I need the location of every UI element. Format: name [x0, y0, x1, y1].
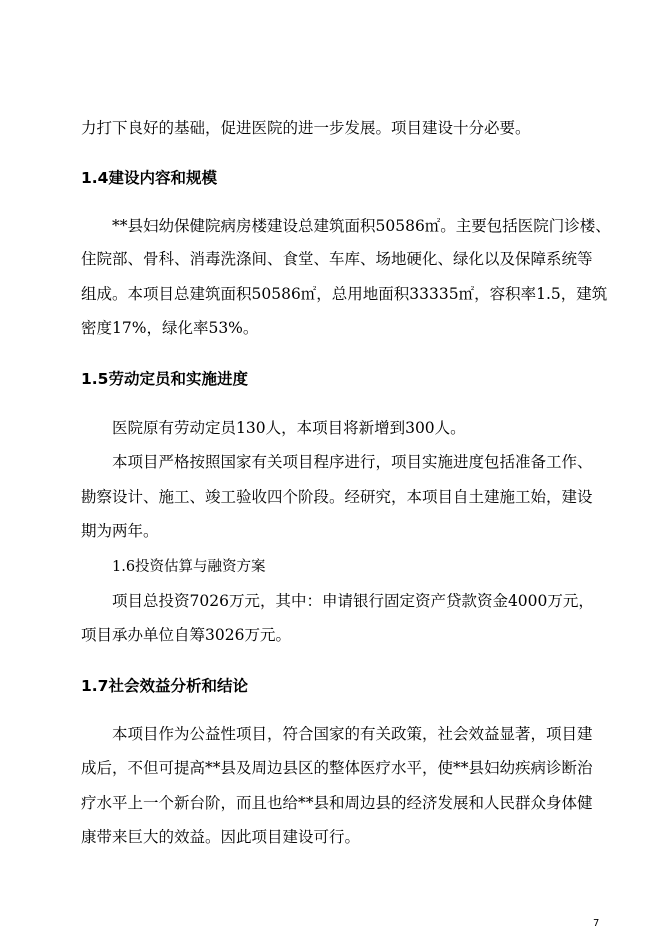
body-text-line: 项目总投资7026万元，其中：申请银行固定资产贷款资金4000万元， [112, 592, 594, 610]
body-text-line: 期为两年。 [81, 522, 159, 540]
section-heading-1-4: 1.4建设内容和规模 [81, 169, 217, 187]
body-text-line: **县妇幼保健院病房楼建设总建筑面积50586㎡。主要包括医院门诊楼、 [112, 217, 611, 235]
body-text-line: 项目承办单位自筹3026万元。 [81, 626, 291, 644]
page-number: 7 [593, 918, 600, 929]
section-heading-1-6: 1.6投资估算与融资方案 [112, 559, 266, 575]
section-heading-1-7: 1.7社会效益分析和结论 [81, 677, 248, 695]
body-text-line: 本项目严格按照国家有关项目程序进行，项目实施进度包括准备工作、 [112, 453, 593, 471]
body-text-line: 组成。本项目总建筑面积50586㎡，总用地面积33335㎡，容积率1.5，建筑 [81, 285, 608, 303]
body-text-line: 成后，不但可提高**县及周边县区的整体医疗水平，使**县妇幼疾病诊断治 [81, 759, 593, 777]
body-text-line: 本项目作为公益性项目，符合国家的有关政策，社会效益显著，项目建 [112, 725, 593, 743]
body-text-line: 康带来巨大的效益。因此项目建设可行。 [81, 828, 361, 846]
section-heading-1-5: 1.5劳动定员和实施进度 [81, 370, 248, 388]
body-text-line: 密度17%，绿化率53%。 [81, 319, 259, 337]
body-text-line: 力打下良好的基础，促进医院的进一步发展。项目建设十分必要。 [81, 119, 531, 137]
body-text-line: 医院原有劳动定员130人，本项目将新增到300人。 [112, 419, 466, 437]
body-text-line: 勘察设计、施工、竣工验收四个阶段。经研究，本项目自土建施工始，建设 [81, 488, 593, 506]
body-text-line: 住院部、骨科、消毒洗涤间、食堂、车库、场地硬化、绿化以及保障系统等 [81, 250, 593, 268]
body-text-line: 疗水平上一个新台阶，而且也给**县和周边县的经济发展和人民群众身体健 [81, 794, 593, 812]
